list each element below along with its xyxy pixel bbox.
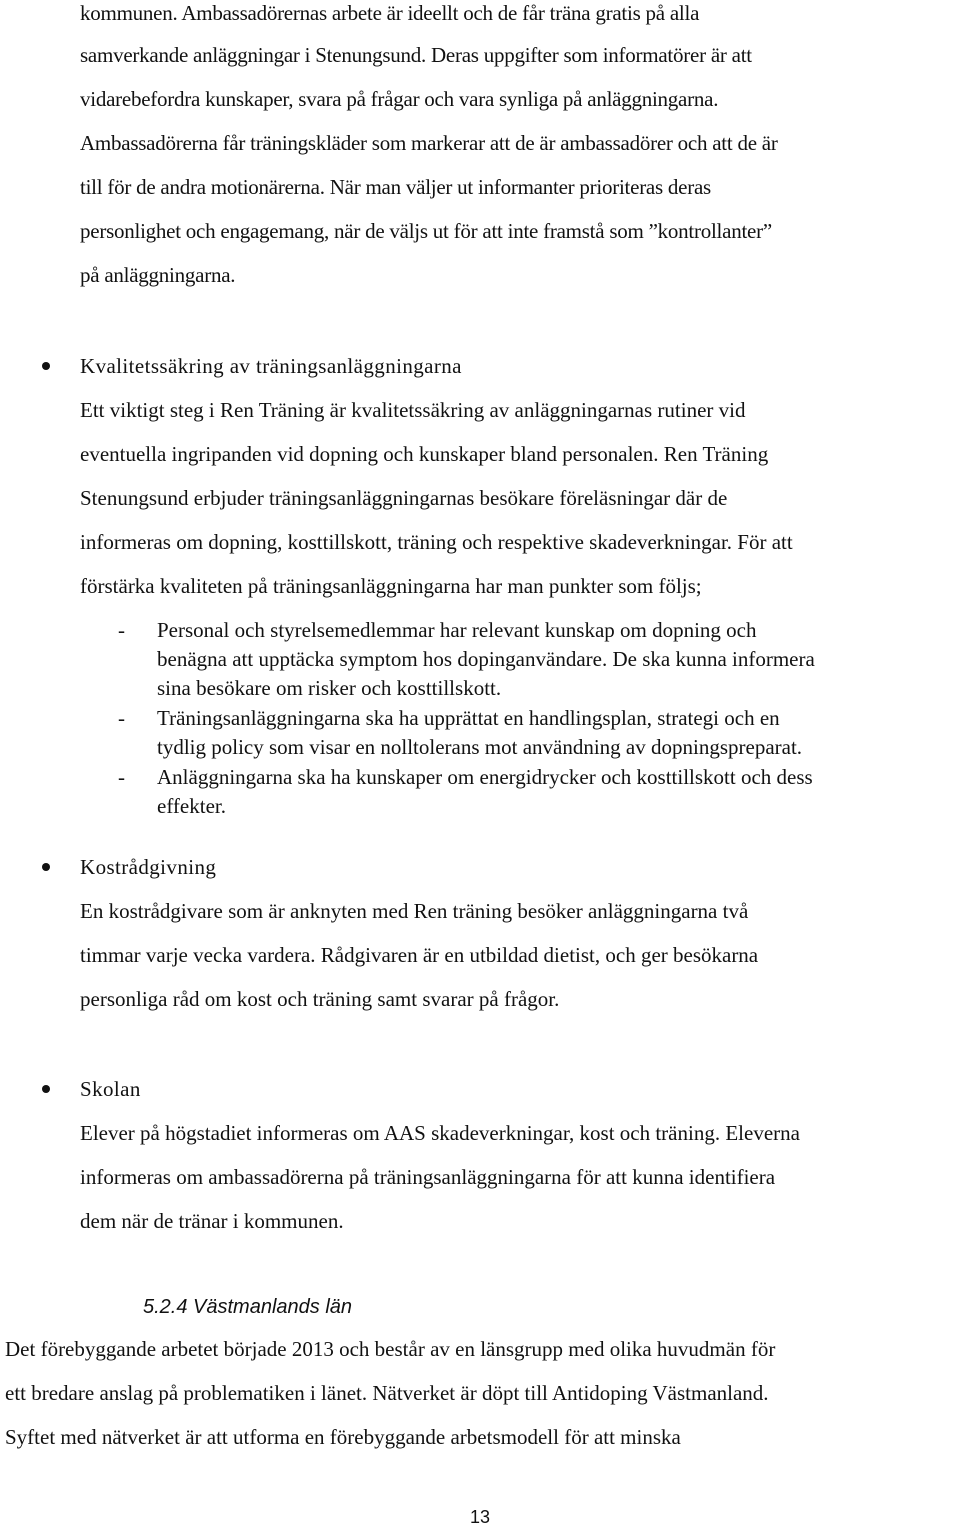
section-line: Elever på högstadiet informeras om AAS skadeverkningar, kost och träning. Eleverna (80, 1121, 800, 1145)
dash-item-line: benägna att upptäcka symptom hos dopinganvändare. De ska kunna informera (157, 647, 815, 671)
intro-line: till för de andra motionärerna. När man väljer ut informanter prioriteras deras (80, 175, 711, 199)
section-line: informeras om ambassadörerna på träningsanläggningarna för att kunna identifiera (80, 1165, 776, 1189)
intro-line: Ambassadörerna får träningskläder som markerar att de är ambassadörer och att de är (80, 131, 778, 155)
intro-line: samverkande anläggningar i Stenungsund. Deras uppgifter som informatörer är att (80, 43, 752, 67)
section-line: personliga råd om kost och träning samt svarar på frågor. (80, 987, 560, 1011)
section-line: informeras om dopning, kosttillskott, träning och respektive skadeverkningar. För att (80, 530, 793, 554)
dash-item-line: tydlig policy som visar en nolltolerans mot användning av dopningspreparat. (157, 735, 803, 759)
subsection-line: Syftet med nätverket är att utforma en förebyggande arbetsmodell för att minska (5, 1425, 681, 1449)
section-line: eventuella ingripanden vid dopning och kunskaper bland personalen. Ren Träning (80, 442, 769, 466)
dash-item-line: Träningsanläggningarna ska ha upprättat en handlingsplan, strategi och en (157, 706, 780, 730)
page-number: 13 (469, 1507, 491, 1527)
section-heading: Kostrådgivning (80, 855, 217, 879)
section-heading: Skolan (80, 1077, 141, 1101)
dash-marker: - (118, 706, 125, 730)
intro-line: vidarebefordra kunskaper, svara på frågar och vara synliga på anläggningarna. (80, 87, 719, 111)
section-line: En kostrådgivare som är anknyten med Ren träning besöker anläggningarna två (80, 899, 749, 923)
section-line: dem när de tränar i kommunen. (80, 1209, 344, 1233)
section-line: förstärka kvaliteten på träningsanläggningarna har man punkter som följs; (80, 574, 702, 598)
subsection-line: ett bredare anslag på problematiken i länet. Nätverket är döpt till Antidoping Västmanland. (5, 1381, 769, 1405)
bullet-dot-icon (42, 863, 50, 871)
section-line: timmar varje vecka vardera. Rådgivaren är en utbildad dietist, och ger besökarna (80, 943, 759, 967)
section-heading: Kvalitetssäkring av träningsanläggningarna (80, 354, 462, 378)
intro-line: kommunen. Ambassadörernas arbete är ideellt och de får träna gratis på alla (80, 1, 700, 25)
intro-line: på anläggningarna. (80, 263, 236, 287)
bullet-dot-icon (42, 362, 50, 370)
subsection-line: Det förebyggande arbetet började 2013 och består av en länsgrupp med olika huvudmän för (5, 1337, 776, 1361)
intro-line: personlighet och engagemang, när de väljs ut för att inte framstå som ”kontrollanter” (80, 219, 772, 243)
section-line: Ett viktigt steg i Ren Träning är kvalitetssäkring av anläggningarnas rutiner vid (80, 398, 746, 422)
dash-marker: - (118, 765, 125, 789)
dash-item-line: effekter. (157, 794, 226, 818)
dash-item-line: Anläggningarna ska ha kunskaper om energidrycker och kosttillskott och dess (157, 765, 813, 789)
dash-item-line: Personal och styrelsemedlemmar har relevant kunskap om dopning och (157, 618, 757, 642)
section-line: Stenungsund erbjuder träningsanläggningarnas besökare föreläsningar där de (80, 486, 728, 510)
subsection-title: 5.2.4 Västmanlands län (143, 1296, 353, 1318)
dash-marker: - (118, 618, 125, 642)
dash-item-line: sina besökare om risker och kosttillskott. (157, 676, 502, 700)
bullet-dot-icon (42, 1085, 50, 1093)
